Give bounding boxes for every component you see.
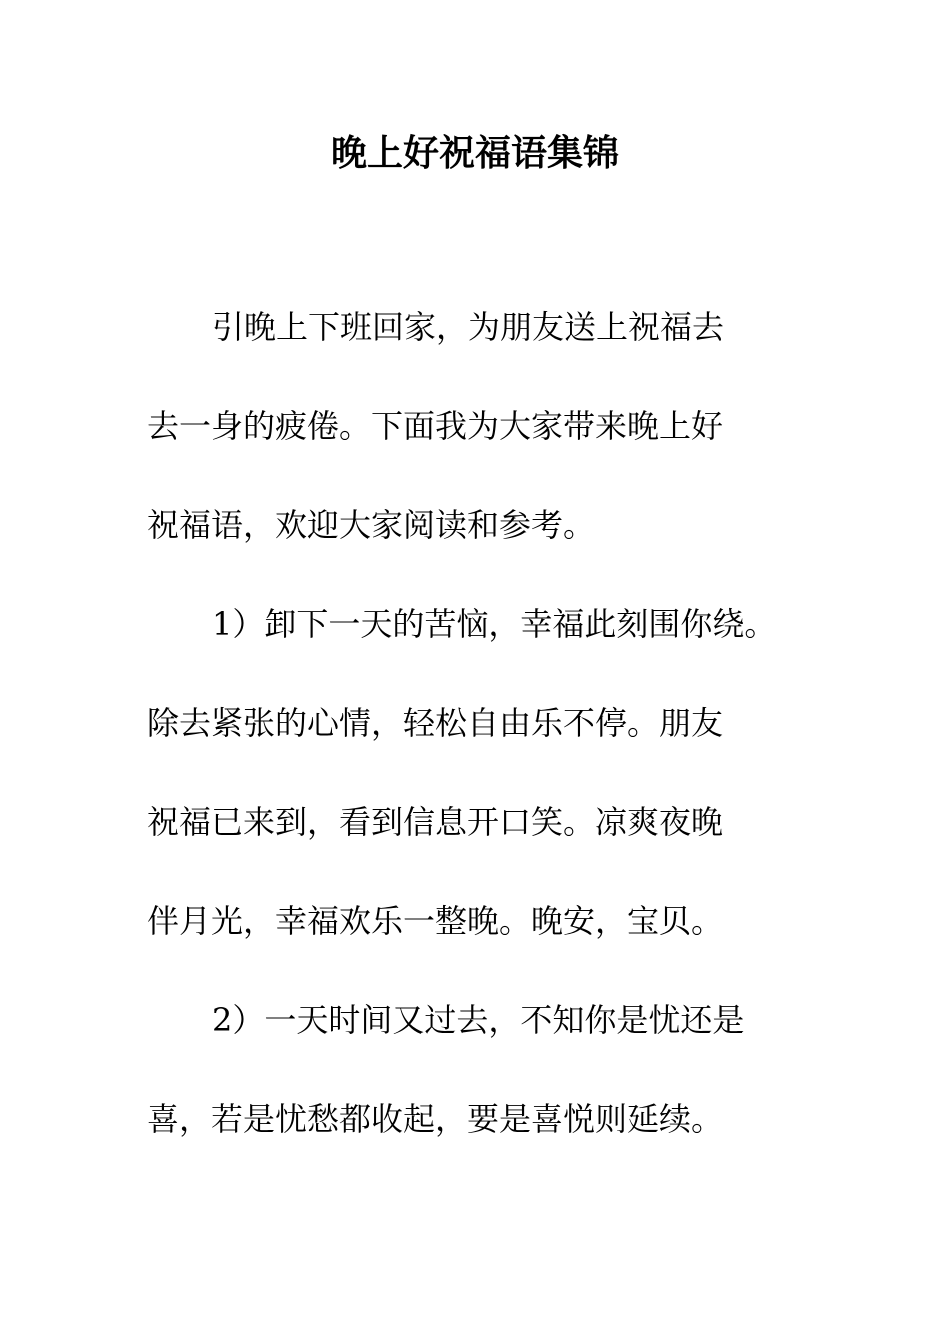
paragraph-1-line-1: 1）卸下一天的苦恼，幸福此刻围你绕。: [212, 605, 777, 643]
paragraph-intro-line-2: 去一身的疲倦。下面我为大家带来晚上好: [147, 407, 724, 445]
document-title: 晚上好祝福语集锦: [330, 132, 619, 174]
paragraph-intro-line-1: 引晚上下班回家，为朋友送上祝福去: [212, 308, 725, 346]
paragraph-2-line-2: 喜，若是忧愁都收起，要是喜悦则延续。: [147, 1100, 724, 1138]
paragraph-1-line-2: 除去紧张的心情，轻松自由乐不停。朋友: [147, 704, 724, 742]
paragraph-intro-line-3: 祝福语，欢迎大家阅读和参考。: [147, 506, 596, 544]
paragraph-1-line-4: 伴月光，幸福欢乐一整晚。晚安，宝贝。: [147, 902, 724, 940]
paragraph-2-line-1: 2）一天时间又过去，不知你是忧还是: [212, 1001, 745, 1039]
paragraph-1-line-3: 祝福已来到，看到信息开口笑。凉爽夜晚: [147, 803, 724, 841]
